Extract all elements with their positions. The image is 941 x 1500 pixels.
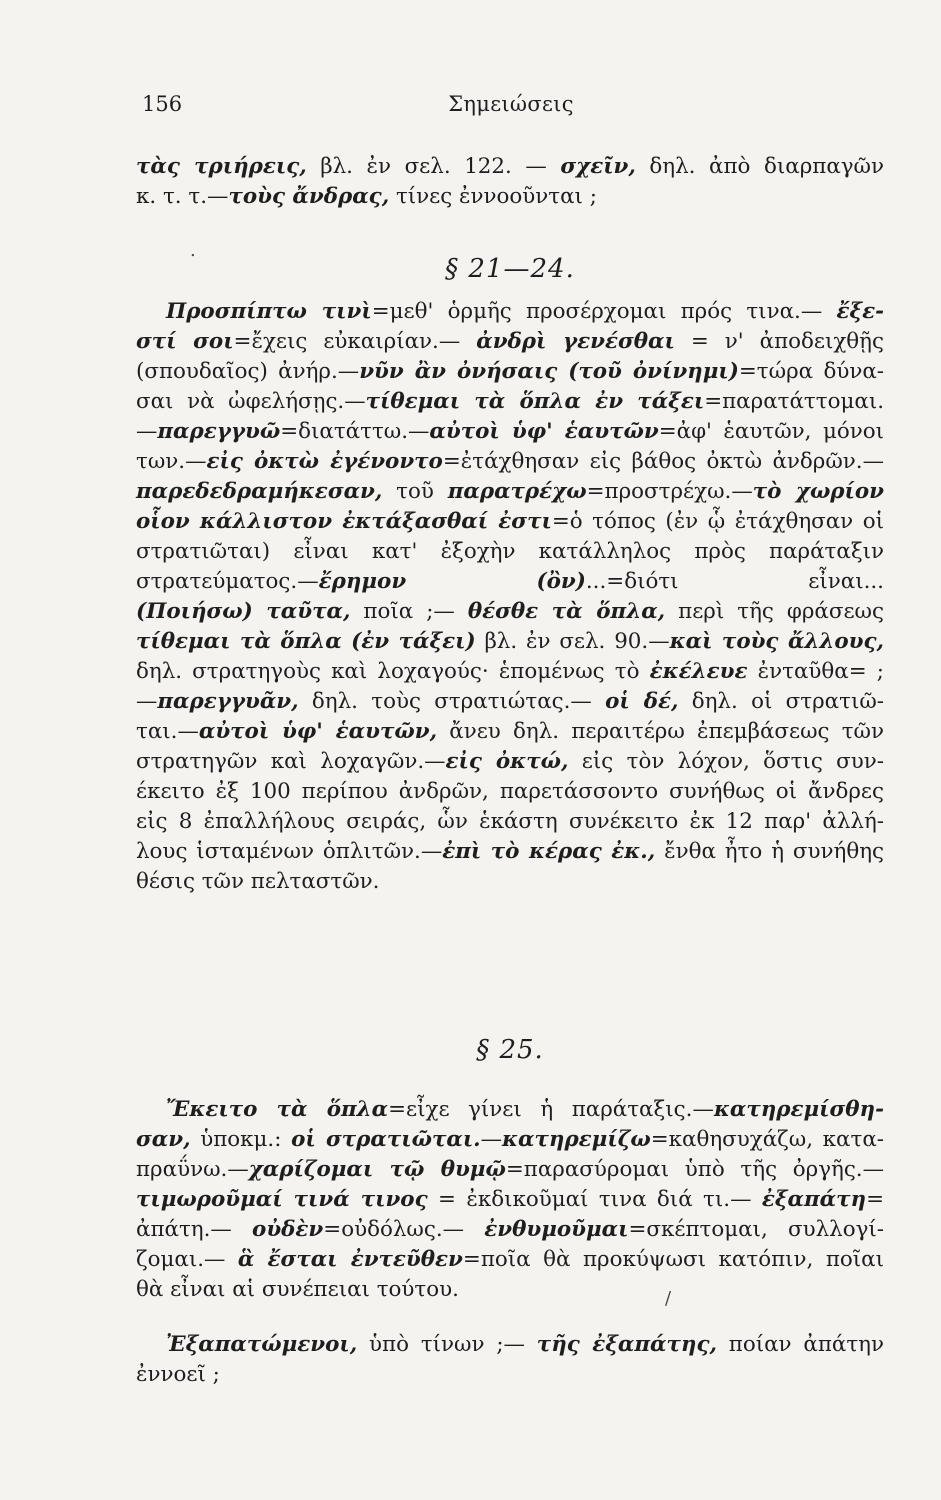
gloss-text: σαι νὰ ὠφελήσῃς.— [136, 389, 366, 414]
gloss-text: στρατεύματος.— [136, 569, 319, 594]
text-line [136, 387, 884, 417]
gloss-text: =τώρα δύνα- [738, 359, 884, 384]
text-line [136, 1215, 884, 1245]
text-line [136, 687, 884, 717]
gloss-text: ἄνευ δηλ. περαιτέρω ἐπεμβάσεως τῶν [437, 719, 885, 744]
gloss-text: θέσις τῶν πελταστῶν. [136, 869, 380, 894]
lemma-term: παρεγγυᾶν, [157, 689, 299, 714]
text-line [136, 1245, 884, 1275]
gloss-text: — [480, 1127, 503, 1152]
lemma-term: εἰς ὀκτώ, [445, 749, 569, 774]
lemma-term: παρεγγυῶ [157, 419, 281, 444]
lemma-term: νῦν ἂν ὀνήσαις (τοῦ ὀνίνημι) [359, 359, 739, 384]
gloss-text: =παρατάττομαι. [704, 389, 885, 414]
lemma-term: τιμωροῦμαί τινά τινος [136, 1187, 428, 1212]
text-line [136, 417, 884, 447]
lemma-term: ἃ ἔσται ἐντεῦθεν [237, 1247, 463, 1272]
gloss-text: ἐνταῦθα= ; [747, 659, 884, 684]
gloss-text: =ὁ τόπος (ἐν ᾧ ἐτάχθησαν οἱ [551, 509, 884, 534]
gloss-text: ἀπάτη.— [136, 1217, 253, 1242]
gloss-text: (σπουδαῖος) ἀνήρ.— [136, 359, 360, 384]
gloss-text: θὰ εἶναι αἱ συνέπειαι τούτου. [136, 1277, 459, 1302]
text-line [136, 447, 884, 477]
gloss-text: ἔνθα ἦτο ἡ συνήθης [655, 839, 884, 864]
gloss-text: βλ. ἐν σελ. 122. — [306, 154, 561, 179]
gloss-text: βλ. ἐν σελ. 90.— [475, 629, 670, 654]
text-line [166, 1330, 884, 1360]
gloss-text: = ἐκδικοῦμαί τινα διά τι.— [427, 1187, 762, 1212]
gloss-text: ποῖα ;— [350, 599, 468, 624]
gloss-text: στρατιῶται) εἶναι κατ' ἐξοχὴν κατάλληλος πρὸς παράταξιν [136, 539, 884, 564]
gloss-text: = [866, 1187, 885, 1212]
text-line [136, 1155, 884, 1185]
stray-pencil-mark: / [665, 1288, 672, 1309]
gloss-text: ὑπὸ τίνων ;— [357, 1332, 537, 1357]
lemma-term: οἱ δέ, [605, 689, 679, 714]
gloss-text: δηλ. ἀπὸ διαρπαγῶν [635, 154, 885, 179]
lemma-term: οἷον κάλλιστον ἐκτάξασθαί ἐστι [136, 509, 552, 534]
text-line [136, 537, 884, 567]
lemma-term: κατηρεμίζω [502, 1127, 651, 1152]
text-line [136, 747, 884, 777]
text-line [166, 297, 884, 327]
text-line [136, 1125, 884, 1155]
lemma-term: ἐπὶ τὸ κέρας ἐκ., [442, 839, 656, 864]
gloss-text: =ποῖα θὰ προκύψωσι κατόπιν, ποῖαι [462, 1247, 884, 1272]
text-line [136, 182, 884, 212]
gloss-text: =διατάττω.— [280, 419, 430, 444]
lemma-term: θέσθε τὰ ὅπλα, [467, 599, 666, 624]
gloss-text: έκειτο ἐξ 100 περίπου ἀνδρῶν, παρετάσσοντο συνήθως οἱ ἄνδρες [136, 779, 884, 804]
section-heading-25: § 25. [476, 1035, 544, 1065]
lemma-term: οὐδὲν [252, 1217, 324, 1242]
lemma-term: ἔρημον (ὂν) [318, 569, 586, 594]
text-line [136, 807, 884, 837]
gloss-text: δηλ. οἱ στρατιῶ- [678, 689, 885, 714]
gloss-text: δηλ. στρατηγοὺς καὶ λοχαγούς· ἑπομένως τὸ [136, 659, 650, 684]
lemma-term: Ἐξαπατώμενοι, [166, 1332, 358, 1357]
gloss-text: ἐννοεῖ ; [136, 1362, 220, 1387]
page-number: 156 [142, 92, 183, 116]
gloss-text: ...=διότι εἶναι... [585, 569, 884, 594]
gloss-text: =ἀφ' ἑαυτῶν, μόνοι [658, 419, 884, 444]
gloss-text: των.— [136, 449, 207, 474]
lemma-term: τῆς ἐξαπάτης, [536, 1332, 717, 1357]
gloss-text: εἰς τὸν λόχον, ὅστις συν- [568, 749, 884, 774]
lemma-term: οἱ στρατιῶται. [291, 1127, 481, 1152]
gloss-text: =οὐδόλως.— [323, 1217, 485, 1242]
lemma-term: αὐτοὶ ὑφ' ἑαυτῶν [429, 419, 659, 444]
lemma-term: παρεδεδραμήκεσαν, [136, 479, 383, 504]
lemma-term: Προσπίπτω τινὶ [166, 299, 372, 324]
lemma-term: σχεῖν, [560, 154, 636, 179]
text-line [136, 867, 884, 897]
lemma-term: ἔξε- [836, 299, 885, 324]
lemma-term: ἐκέλευε [649, 659, 748, 684]
section-heading-21-24: § 21—24. [445, 254, 575, 284]
lemma-term: στί σοι [136, 329, 234, 354]
lemma-term: εἰς ὀκτὼ ἐγένοντο [206, 449, 443, 474]
gloss-text: τοῦ [382, 479, 448, 504]
text-line [136, 1185, 884, 1215]
gloss-text: — [136, 419, 158, 444]
gloss-text: =μεθ' ὁρμῆς προσέρχομαι πρός τινα.— [371, 299, 837, 324]
gloss-text: =ἔχεις εὐκαιρίαν.— [233, 329, 477, 354]
lemma-term: καὶ τοὺς ἄλλους, [669, 629, 884, 654]
gloss-text: ποίαν ἀπάτην [716, 1332, 884, 1357]
running-title: Σημειώσεις [448, 92, 574, 116]
lemma-term: ἐνθυμοῦμαι [484, 1217, 629, 1242]
text-line [136, 1360, 884, 1390]
text-line [136, 477, 884, 507]
text-line [136, 357, 884, 387]
text-line [136, 152, 884, 182]
lemma-term: τὰς τριήρεις, [136, 154, 307, 179]
lemma-term: αὐτοὶ ὑφ' ἑαυτῶν, [198, 719, 438, 744]
gloss-text: =καθησυχάζω, κατα- [650, 1127, 884, 1152]
lemma-term: παρατρέχω [447, 479, 587, 504]
gloss-text: κ. τ. τ.— [136, 184, 229, 209]
gloss-text: περὶ τῆς φράσεως [665, 599, 884, 624]
lemma-term: σαν, [136, 1127, 191, 1152]
gloss-text: λους ἱσταμένων ὁπλιτῶν.— [136, 839, 443, 864]
text-line [166, 1095, 884, 1125]
gloss-text: στρατηγῶν καὶ λοχαγῶν.— [136, 749, 446, 774]
text-line [136, 717, 884, 747]
gloss-text: =εἶχε γίνει ἡ παράταξις.— [388, 1097, 714, 1122]
gloss-text: πραΰνω.— [136, 1157, 249, 1182]
gloss-text: =ἐτάχθησαν εἰς βάθος ὀκτὼ ἀνδρῶν.— [442, 449, 884, 474]
text-line [136, 597, 884, 627]
gloss-text: = ν' ἀποδειχθῇς [674, 329, 884, 354]
lemma-term: Ἔκειτο τὰ ὅπλα [166, 1097, 389, 1122]
lemma-term: ἀνδρὶ γενέσθαι [476, 329, 675, 354]
text-line [136, 657, 884, 687]
lemma-term: χαρίζομαι τῷ θυμῷ [248, 1157, 506, 1182]
lemma-term: τίθεμαι τὰ ὅπλα (ἐν τάξει) [136, 629, 476, 654]
gloss-text: δηλ. τοὺς στρατιώτας.— [298, 689, 606, 714]
lemma-term: (Ποιήσω) ταῦτα, [136, 599, 351, 624]
page-header [140, 92, 882, 122]
gloss-text: =παρασύρομαι ὑπὸ τῆς ὀργῆς.— [505, 1157, 884, 1182]
lemma-term: κατηρεμίσθη- [713, 1097, 884, 1122]
text-line [136, 627, 884, 657]
gloss-text: — [136, 689, 158, 714]
text-line [136, 327, 884, 357]
text-line [136, 777, 884, 807]
text-line [136, 567, 884, 597]
text-line [136, 1275, 884, 1305]
text-line [136, 507, 884, 537]
text-line [136, 837, 884, 867]
gloss-text: εἰς 8 ἐπαλλήλους σειράς, ὧν ἑκάστη συνέκειτο ἐκ 12 παρ' ἀλλή- [136, 809, 884, 834]
gloss-text: ται.— [136, 719, 199, 744]
lemma-term: τίθεμαι τὰ ὅπλα ἐν τάξει [365, 389, 705, 414]
gloss-text: ζομαι.— [136, 1247, 238, 1272]
gloss-text: =σκέπτομαι, συλλογί- [628, 1217, 884, 1242]
lemma-term: ἐξαπάτη [761, 1187, 867, 1212]
gloss-text: τίνες ἐννοοῦνται ; [389, 184, 597, 209]
gloss-text: ὑποκμ.: [190, 1127, 292, 1152]
lemma-term: τοὺς ἄνδρας, [228, 184, 390, 209]
stray-dot-mark: . [190, 240, 196, 261]
lemma-term: τὸ χωρίον [752, 479, 884, 504]
gloss-text: =προστρέχω.— [586, 479, 753, 504]
